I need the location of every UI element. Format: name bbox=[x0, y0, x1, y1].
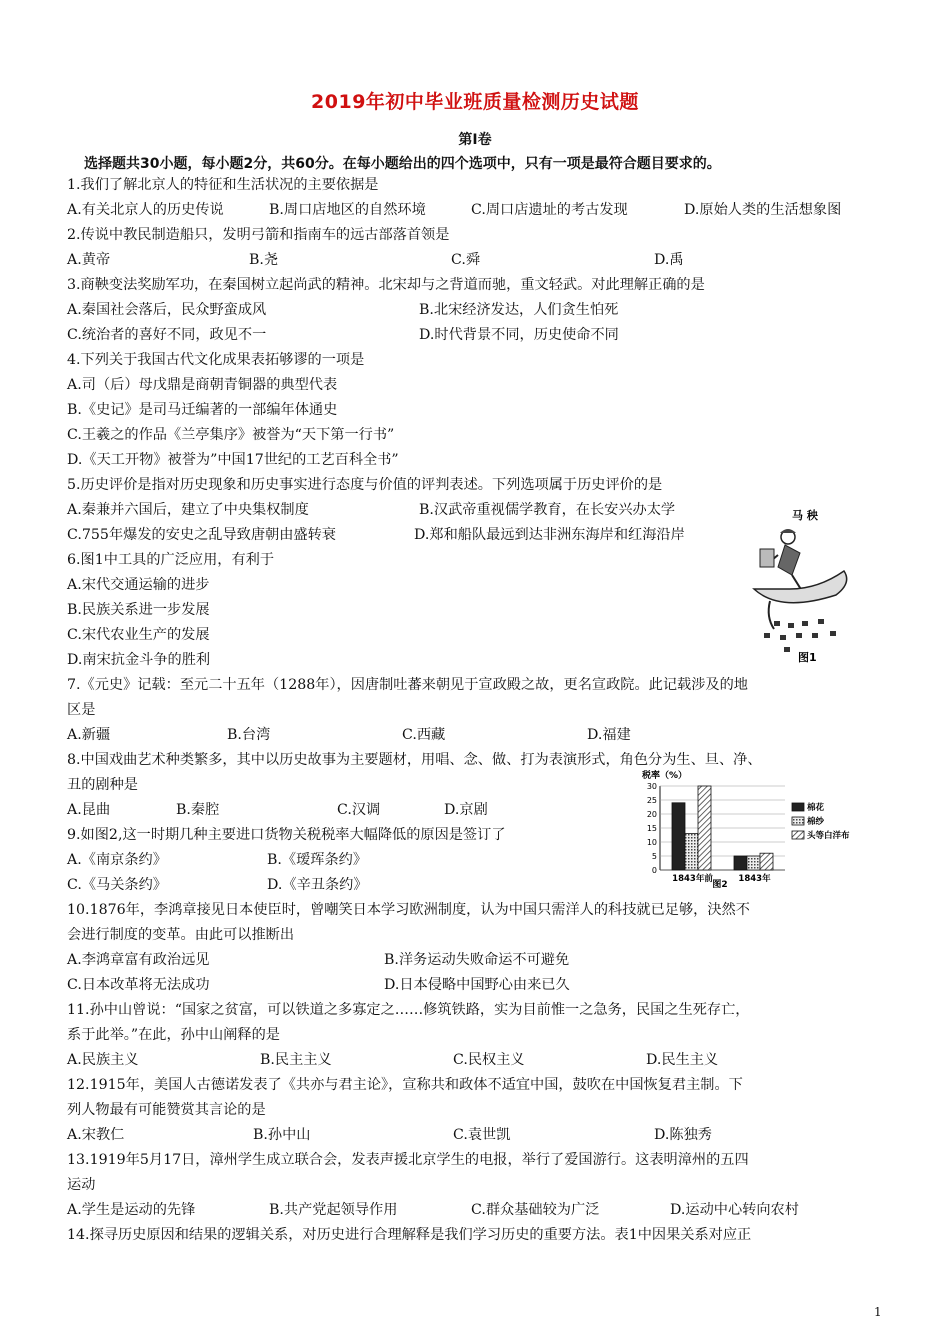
option-c[interactable]: C.宋代农业生产的发展 bbox=[67, 627, 210, 643]
option-a[interactable]: A.《南京条约》 bbox=[67, 852, 167, 868]
option-d[interactable]: D.原始人类的生活想象图 bbox=[684, 202, 842, 218]
question-10-options-row1 bbox=[67, 950, 887, 970]
farmer-illustration bbox=[740, 505, 860, 665]
x-tick-label: 1843年前 bbox=[672, 874, 713, 884]
legend-swatch bbox=[792, 817, 804, 825]
option-d[interactable]: D.时代背景不同，历史使命不同 bbox=[419, 327, 619, 343]
question-7-options bbox=[67, 725, 887, 745]
option-d[interactable]: D.民生主义 bbox=[646, 1052, 719, 1068]
bar-头等白洋布 bbox=[698, 786, 711, 870]
option-a[interactable]: A.新疆 bbox=[67, 727, 111, 743]
question-2-options bbox=[67, 250, 887, 270]
y-tick-label: 0 bbox=[651, 866, 657, 875]
y-tick-label: 10 bbox=[646, 838, 657, 847]
question-12-options bbox=[67, 1125, 887, 1145]
question-8-stem-line1: 8.中国戏曲艺术种类繁多，其中以历史故事为主要题材，用唱、念、做、打为表演形式，角色分为生、旦、净、 bbox=[67, 752, 762, 768]
question-13-stem-line2: 运动 bbox=[67, 1177, 96, 1193]
question-12-stem-line2: 列人物最有可能赞赏其言论的是 bbox=[67, 1102, 266, 1118]
bar-头等白洋布 bbox=[760, 853, 773, 870]
question-1-options bbox=[67, 200, 887, 220]
question-6-stem: 6.图1中工具的广泛应用，有利于 bbox=[67, 552, 275, 568]
question-10-stem-line1: 10.1876年，李鸿章接见日本使臣时，曾嘲笑日本学习欧洲制度，认为中国只需洋人的科技就已足够，決然不 bbox=[67, 902, 750, 918]
option-b[interactable]: B.民主主义 bbox=[260, 1052, 332, 1068]
option-c[interactable]: C.民权主义 bbox=[453, 1052, 525, 1068]
question-12-stem-line1: 12.1915年，美国人古德诺发表了《共亦与君主论》，宣称共和政体不适宜中国，鼓吹在中国恢复君主制。下 bbox=[67, 1077, 743, 1093]
question-number: 3. bbox=[67, 277, 81, 293]
option-c[interactable]: C.日本改革将无法成功 bbox=[67, 977, 210, 993]
option-a[interactable]: A.学生是运动的先锋 bbox=[67, 1202, 196, 1218]
option-a[interactable]: A.民族主义 bbox=[67, 1052, 139, 1068]
option-b[interactable]: B.洋务运动失败命运不可避免 bbox=[384, 952, 570, 968]
question-14-stem-line1: 14.探寻历史原因和结果的逻辑关系，对历史进行合理解释是我们学习历史的重要方法。表1中因果关系对应正 bbox=[67, 1227, 752, 1243]
question-3-options-row2 bbox=[67, 325, 887, 345]
y-tick-label: 15 bbox=[646, 824, 657, 833]
tariff-bar-chart bbox=[640, 768, 900, 888]
option-a[interactable]: A.宋代交通运输的进步 bbox=[67, 577, 210, 593]
option-c[interactable]: C.统治者的喜好不同，政见不一 bbox=[67, 327, 267, 343]
question-9-stem: 9.如图2,这一时期几种主要进口货物关税税率大幅降低的原因是签订了 bbox=[67, 827, 506, 843]
question-9-options-row1 bbox=[67, 850, 627, 870]
question-10-stem-line2: 会进行制度的变革。由此可以推断出 bbox=[67, 927, 295, 943]
option-c[interactable]: C.王羲之的作品《兰亭集序》被誉为“天下第一行书” bbox=[67, 427, 395, 443]
option-d[interactable]: D.禹 bbox=[654, 252, 684, 268]
question-10-options-row2 bbox=[67, 975, 887, 995]
option-d[interactable]: D.《辛丑条约》 bbox=[267, 877, 368, 893]
option-c[interactable]: C.群众基础较为广泛 bbox=[471, 1202, 600, 1218]
bar-棉花 bbox=[672, 803, 685, 870]
question-5-options-row2 bbox=[67, 525, 747, 545]
page-number: 1 bbox=[874, 1305, 882, 1319]
option-a[interactable]: A.昆曲 bbox=[67, 802, 111, 818]
legend-swatch bbox=[792, 831, 804, 839]
option-b[interactable]: B.台湾 bbox=[227, 727, 271, 743]
option-c[interactable]: C.西藏 bbox=[402, 727, 446, 743]
option-c[interactable]: C.汉调 bbox=[337, 802, 381, 818]
option-a[interactable]: A.秦国社会落后，民众野蛮成风 bbox=[67, 302, 267, 318]
option-a[interactable]: A.司（后）母戊鼎是商朝青铜器的典型代表 bbox=[67, 377, 338, 393]
question-13-options bbox=[67, 1200, 887, 1220]
x-tick-label: 1843年 bbox=[738, 874, 771, 884]
y-tick-label: 5 bbox=[651, 852, 657, 861]
figure-caption: 图2 bbox=[712, 880, 728, 888]
option-b[interactable]: B.北宋经济发达，人们贪生怕死 bbox=[419, 302, 619, 318]
bar-棉花 bbox=[734, 856, 747, 870]
question-11-stem-line1: 11.孙中山曾说：“国家之贫富，可以铁道之多寡定之……修筑铁路，实为目前惟一之急务，民国之生死存亡， bbox=[67, 1002, 750, 1018]
figure-1 bbox=[740, 505, 860, 665]
question-5-options-row1 bbox=[67, 500, 747, 520]
y-tick-label: 25 bbox=[646, 796, 657, 805]
y-tick-label: 20 bbox=[646, 810, 657, 819]
option-b[interactable]: B.秦腔 bbox=[176, 802, 220, 818]
legend-label: 头等白洋布 bbox=[807, 831, 850, 841]
option-a[interactable]: A.李鸿章富有政治远见 bbox=[67, 952, 210, 968]
option-c[interactable]: C.袁世凯 bbox=[453, 1127, 511, 1143]
question-3-stem bbox=[67, 275, 705, 295]
option-b[interactable]: B.孙中山 bbox=[253, 1127, 311, 1143]
option-d[interactable]: D.运动中心转向农村 bbox=[670, 1202, 799, 1218]
option-b[interactable]: B.共产党起领导作用 bbox=[269, 1202, 398, 1218]
question-2-stem: 2.传说中教民制造船只，发明弓箭和指南车的远古部落首领是 bbox=[67, 227, 450, 243]
legend-swatch bbox=[792, 803, 804, 811]
option-d[interactable]: D.郑和船队最远到达非洲东海岸和红海沿岸 bbox=[414, 527, 685, 543]
option-b[interactable]: B.周口店地区的自然环境 bbox=[269, 202, 426, 218]
question-13-stem-line1: 13.1919年5月17日，漳州学生成立联合会，发表声援北京学生的电报，举行了爱国游行。这表明漳州的五四 bbox=[67, 1152, 749, 1168]
page-title: 2019年初中毕业班质量检测历史试题 bbox=[311, 91, 639, 113]
option-a[interactable]: A.黄帝 bbox=[67, 252, 111, 268]
figure-caption: 图1 bbox=[798, 651, 817, 664]
option-a[interactable]: A.宋教仁 bbox=[67, 1127, 125, 1143]
option-d[interactable]: D.《天工开物》被誉为”中国17世纪的工艺百科全书” bbox=[67, 452, 399, 468]
option-c[interactable]: C.舜 bbox=[451, 252, 481, 268]
option-d[interactable]: D.福建 bbox=[587, 727, 631, 743]
question-7-stem-line1: 7.《元史》记载：至元二十五年（1288年），因唐制吐蕃来朝见于宣政殿之故，更名宣政院。此记载涉及的地 bbox=[67, 677, 748, 693]
bar-棉纱 bbox=[685, 834, 698, 870]
question-11-options bbox=[67, 1050, 887, 1070]
section-heading: 第Ⅰ卷 bbox=[458, 132, 492, 148]
option-b[interactable]: B.《史记》是司马迁编著的一部编年体通史 bbox=[67, 402, 338, 418]
option-b[interactable]: B.民族关系进一步发展 bbox=[67, 602, 210, 618]
y-tick-label: 30 bbox=[646, 782, 657, 791]
option-d[interactable]: D.日本侵略中国野心由来已久 bbox=[384, 977, 570, 993]
bar-棉纱 bbox=[747, 856, 760, 870]
option-c[interactable]: C.755年爆发的安史之乱导致唐朝由盛转衰 bbox=[67, 527, 336, 543]
question-5-stem: 5.历史评价是指对历史现象和历史事实进行态度与价值的评判表述。下列选项属于历史评价的是 bbox=[67, 477, 663, 493]
question-3-options-row1 bbox=[67, 300, 887, 320]
question-8-options bbox=[67, 800, 627, 820]
option-b[interactable]: B.《瑷珲条约》 bbox=[267, 852, 368, 868]
option-d[interactable]: D.陈独秀 bbox=[654, 1127, 712, 1143]
question-1-stem: 1.我们了解北京人的特征和生活状况的主要依据是 bbox=[67, 177, 379, 193]
option-b[interactable]: B.汉武帝重视儒学教育，在长安兴办太学 bbox=[419, 502, 676, 518]
instructions: 选择题共30小题，每小题2分，共60分。在每小题给出的四个选项中，只有一项是最符合题目要求的。 bbox=[84, 156, 721, 172]
figure-label: 马 秧 bbox=[792, 509, 818, 522]
option-d[interactable]: D.南宋抗金斗争的胜利 bbox=[67, 652, 211, 668]
option-c[interactable]: C.周口店遗址的考古发现 bbox=[471, 202, 628, 218]
legend-label: 棉纱 bbox=[807, 817, 825, 827]
question-4-stem: 4.下列关于我国古代文化成果表拓够谬的一项是 bbox=[67, 352, 365, 368]
question-7-stem-line2: 区是 bbox=[67, 702, 96, 718]
question-text: 商鞅变法奖励军功，在秦国树立起尚武的精神。北宋却与之背道而驰，重文轻武。对此理解正确的是 bbox=[80, 277, 705, 293]
question-8-stem-line2: 丑的剧种是 bbox=[67, 777, 138, 793]
question-11-stem-line2: 系于此举。”在此，孙中山阐释的是 bbox=[67, 1027, 280, 1043]
option-a[interactable]: A.秦兼并六国后，建立了中央集权制度 bbox=[67, 502, 309, 518]
option-d[interactable]: D.京剧 bbox=[444, 802, 488, 818]
option-b[interactable]: B.尧 bbox=[249, 252, 279, 268]
question-9-options-row2 bbox=[67, 875, 627, 895]
option-c[interactable]: C.《马关条约》 bbox=[67, 877, 167, 893]
legend-label: 棉花 bbox=[807, 803, 825, 813]
figure-2-chart bbox=[640, 768, 900, 888]
y-axis-label: 税率（%） bbox=[642, 771, 688, 781]
option-a[interactable]: A.有关北京人的历史传说 bbox=[67, 202, 224, 218]
